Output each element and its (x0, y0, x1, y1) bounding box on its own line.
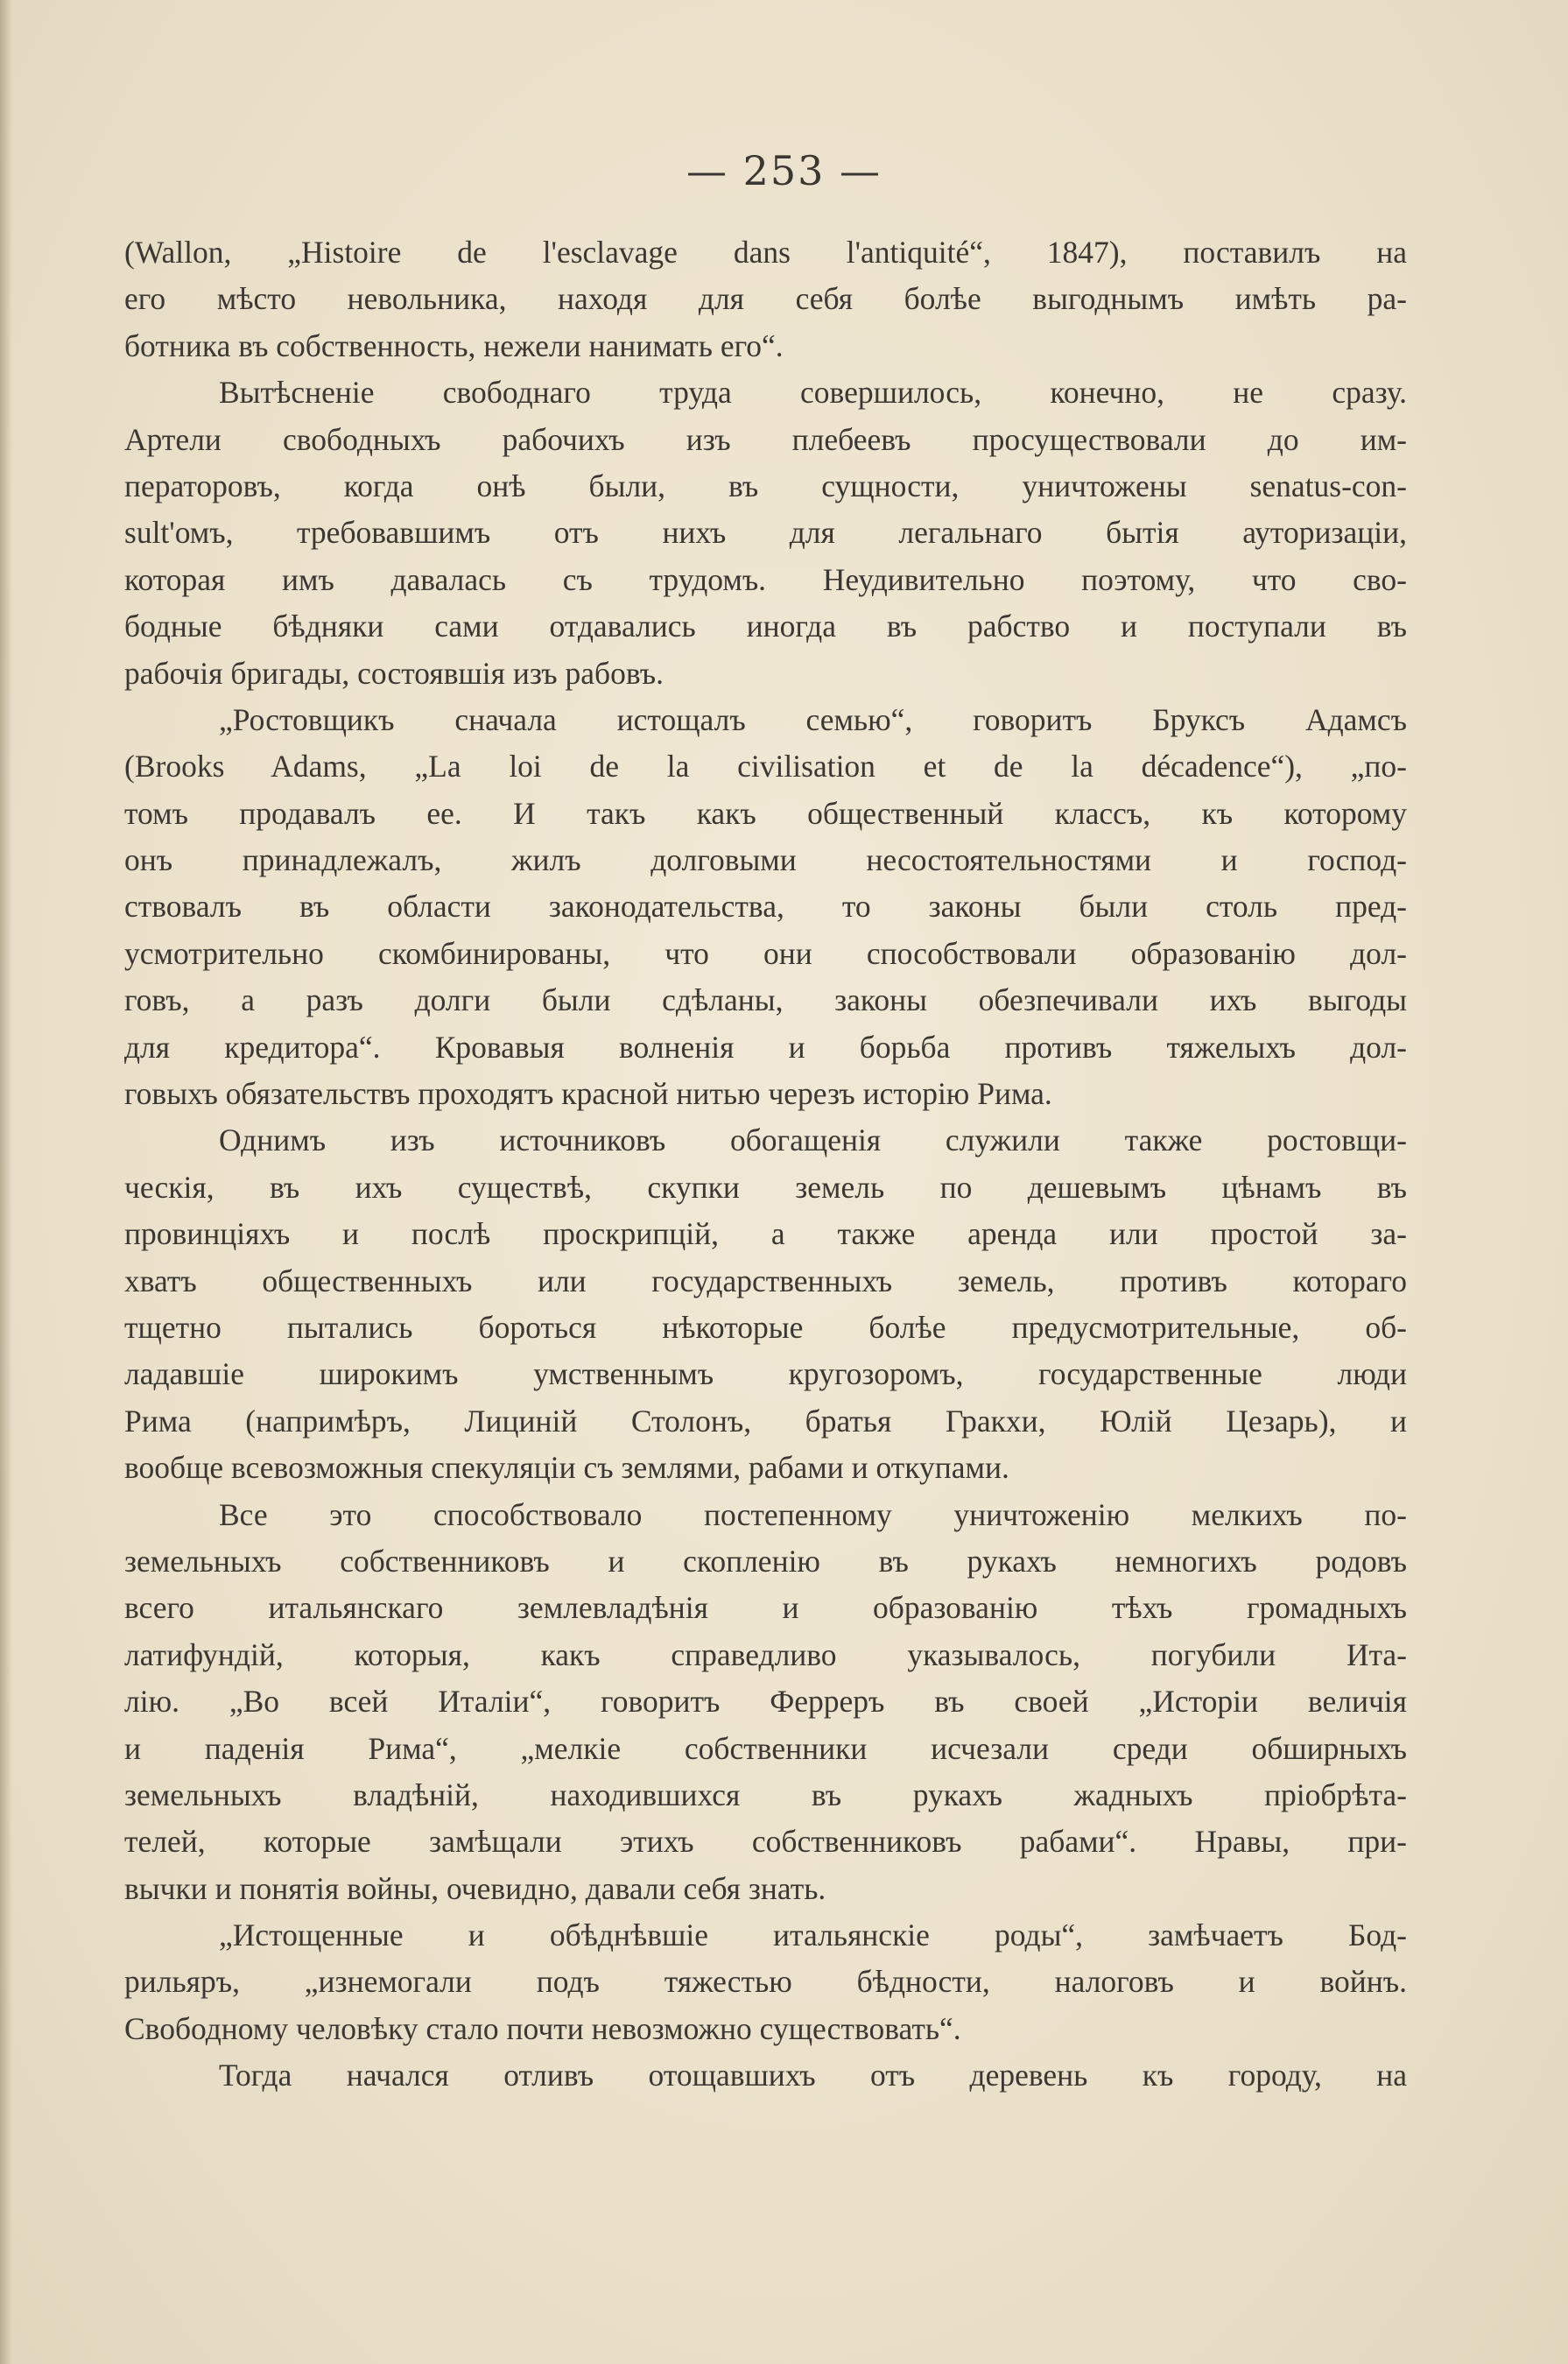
text-line: Свободному человѣку стало почти невозможно существовать“. (124, 2010, 961, 2046)
text-line: ческія, въ ихъ существѣ, скупки земель по дешевымъ цѣнамъ въ (124, 1169, 1407, 1205)
text-line: Рима (напримѣръ, Лициній Столонъ, братья Гракхи, Юлій Цезарь), и (124, 1403, 1407, 1439)
page-edge-shadow (0, 0, 12, 2364)
text-line: Тогда начался отливъ отощавшихъ отъ деревень къ городу, на (219, 2058, 1407, 2093)
paragraph (124, 1912, 1407, 2052)
paragraph (124, 1492, 1407, 1913)
text-line: (Wallon, „Histoire de l'esclavage dans l'antiquité“, 1847), поставилъ на (124, 235, 1407, 270)
paragraph (124, 229, 1407, 369)
text-line: „Истощенные и обѣднѣвшіе итальянскіе роды“, замѣчаетъ Бод- (219, 1917, 1407, 1953)
text-line: вычки и понятія войны, очевидно, давали себя знать. (124, 1870, 826, 1906)
text-line: усмотрительно скомбинированы, что они способствовали образованію дол- (124, 935, 1407, 971)
text-line: вообще всевозможныя спекуляціи съ землями, рабами и откупами. (124, 1450, 1009, 1486)
text-line: и паденія Рима“, „мелкіе собственники исчезали среди обширныхъ (124, 1730, 1407, 1766)
paragraph (124, 2052, 1407, 2099)
text-line: ствовалъ въ области законодательства, то законы были столь пред- (124, 889, 1407, 925)
text-line: Однимъ изъ источниковъ обогащенія служили также ростовщи- (219, 1122, 1407, 1158)
text-line: Вытѣсненіе свободнаго труда совершилось, конечно, не сразу. (219, 375, 1407, 411)
paragraph (124, 1117, 1407, 1491)
text-line: томъ продавалъ ее. И такъ какъ общественный классъ, къ которому (124, 795, 1407, 831)
text-line: всего итальянскаго землевладѣнія и образованію тѣхъ громадныхъ (124, 1590, 1407, 1626)
text-line: хватъ общественныхъ или государственныхъ земель, противъ котораго (124, 1263, 1407, 1298)
text-line: его мѣсто невольника, находя для себя болѣе выгоднымъ имѣть ра- (124, 281, 1407, 317)
text-line: онъ принадлежалъ, жилъ долговыми несостоятельностями и господ- (124, 842, 1407, 878)
text-line: бодные бѣдняки сами отдавались иногда въ рабство и поступали въ (124, 609, 1407, 644)
text-line: для кредитора“. Кровавыя волненія и борьба противъ тяжелыхъ дол- (124, 1029, 1407, 1065)
text-line: ладавшіе широкимъ умственнымъ кругозоромъ, государственные люди (124, 1356, 1407, 1392)
text-line: рильяръ, „изнемогали подъ тяжестью бѣдности, налоговъ и войнъ. (124, 1964, 1407, 2000)
text-line: латифундій, которыя, какъ справедливо указывалось, погубили Ита- (124, 1636, 1407, 1672)
text-line: лію. „Во всей Италіи“, говоритъ Ферреръ въ своей „Исторіи величія (124, 1684, 1407, 1720)
text-line: „Ростовщикъ сначала истощалъ семью“, говоритъ Бруксъ Адамсъ (219, 701, 1407, 737)
text-line: sult'омъ, требовавшимъ отъ нихъ для легальнаго бытія ауторизаціи, (124, 515, 1407, 551)
text-line: говыхъ обязательствъ проходятъ красной нитью черезъ исторію Рима. (124, 1076, 1052, 1112)
text-line: говъ, а разъ долги были сдѣланы, законы обезпечивали ихъ выгоды (124, 982, 1407, 1018)
text-line: ператоровъ, когда онѣ были, въ сущности, уничтожены senatus-con- (124, 468, 1407, 503)
text-line: которая имъ давалась съ трудомъ. Неудивительно поэтому, что сво- (124, 561, 1407, 597)
paragraph (124, 697, 1407, 1118)
text-line: (Brooks Adams, „La loi de la civilisation et de la décadence“), „по- (124, 749, 1407, 784)
text-line: Артели свободныхъ рабочихъ изъ плебеевъ просуществовали до им- (124, 421, 1407, 457)
paragraph (124, 369, 1407, 697)
text-line: тщетно пытались бороться нѣкоторые болѣе предусмотрительные, об- (124, 1309, 1407, 1345)
page-number: — 253 — (686, 147, 882, 194)
text-line: Все это способствовало постепенному уничтоженію мелкихъ по- (219, 1496, 1407, 1532)
text-line: земельныхъ собственниковъ и скопленію въ рукахъ немногихъ родовъ (124, 1543, 1407, 1579)
text-line: телей, которые замѣщали этихъ собственниковъ рабами“. Нравы, при- (124, 1824, 1407, 1860)
body-text (124, 229, 1407, 2100)
text-line: рабочія бригады, состоявшія изъ рабовъ. (124, 655, 664, 691)
text-line: земельныхъ владѣній, находившихся въ рукахъ жадныхъ пріобрѣта- (124, 1777, 1407, 1812)
text-line: ботника въ собственность, нежели нанимать его“. (124, 327, 784, 363)
text-line: провинціяхъ и послѣ проскрипцій, а также аренда или простой за- (124, 1216, 1407, 1252)
